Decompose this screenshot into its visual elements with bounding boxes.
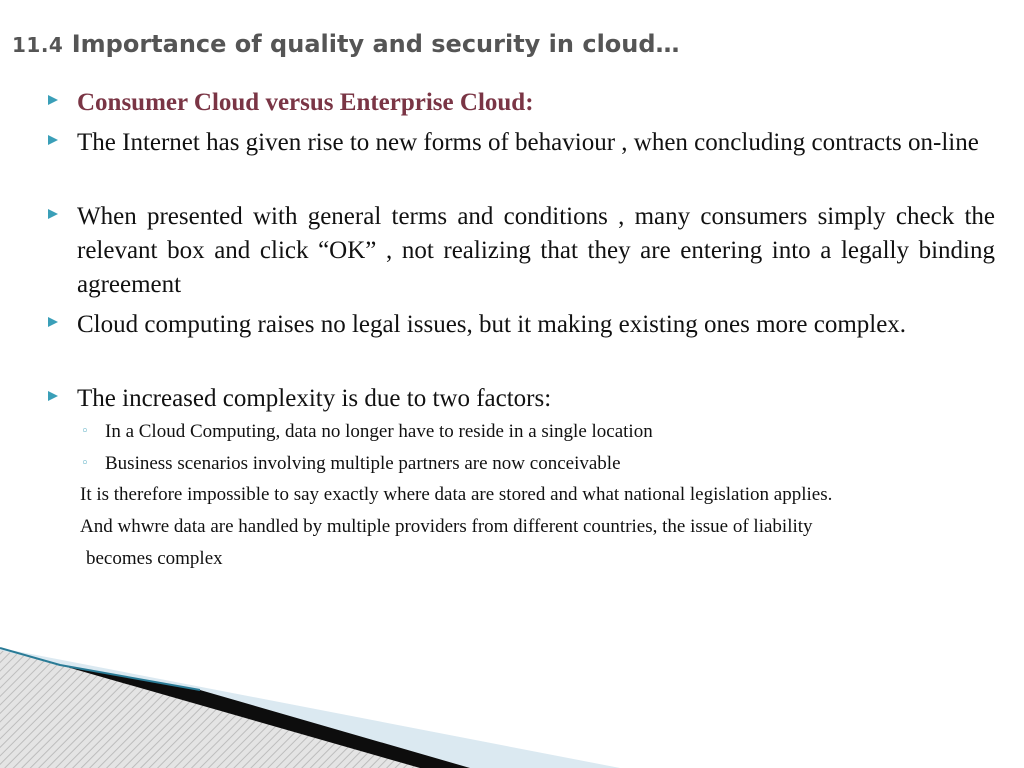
bullet-text: Cloud computing raises no legal issues, but it making existing ones more complex. (77, 311, 907, 338)
paragraph-line: And whwre data are handled by multiple providers from different countries, the issue of liability (80, 516, 813, 537)
bullet-text: Consumer Cloud versus Enterprise Cloud: (77, 89, 534, 116)
bullet-text: When presented with general terms and conditions , many consumers simply check the relevant box and click “OK” , not realizing that they are entering into a legally binding agreement (77, 203, 995, 298)
bullet-item (77, 126, 995, 160)
decorative-corner-shape (0, 640, 1024, 768)
bullet-text: The Internet has given rise to new forms of behaviour , when concluding contracts on-line (77, 129, 979, 156)
paragraph-line: It is therefore impossible to say exactly where data are stored and what national legislation applies. (80, 484, 833, 505)
sub-bullet-text: In a Cloud Computing, data no longer have to reside in a single location (105, 421, 653, 442)
title-number: 11.4 (12, 33, 64, 57)
hollow-circle-icon: ◦ (81, 456, 89, 471)
bullet-item (77, 200, 995, 302)
bullet-item (77, 308, 957, 342)
slide-title (12, 30, 680, 58)
bullet-item (77, 382, 995, 416)
bullet-item (77, 86, 995, 120)
bullet-text: The increased complexity is due to two factors: (77, 385, 552, 412)
paragraph-line: becomes complex (86, 548, 223, 569)
title-text: Importance of quality and security in cloud… (71, 30, 680, 58)
hollow-circle-icon: ◦ (81, 424, 89, 439)
sub-bullet-item (81, 451, 621, 477)
sub-bullet-text: Business scenarios involving multiple partners are now conceivable (105, 453, 621, 474)
sub-bullet-item (81, 419, 653, 445)
